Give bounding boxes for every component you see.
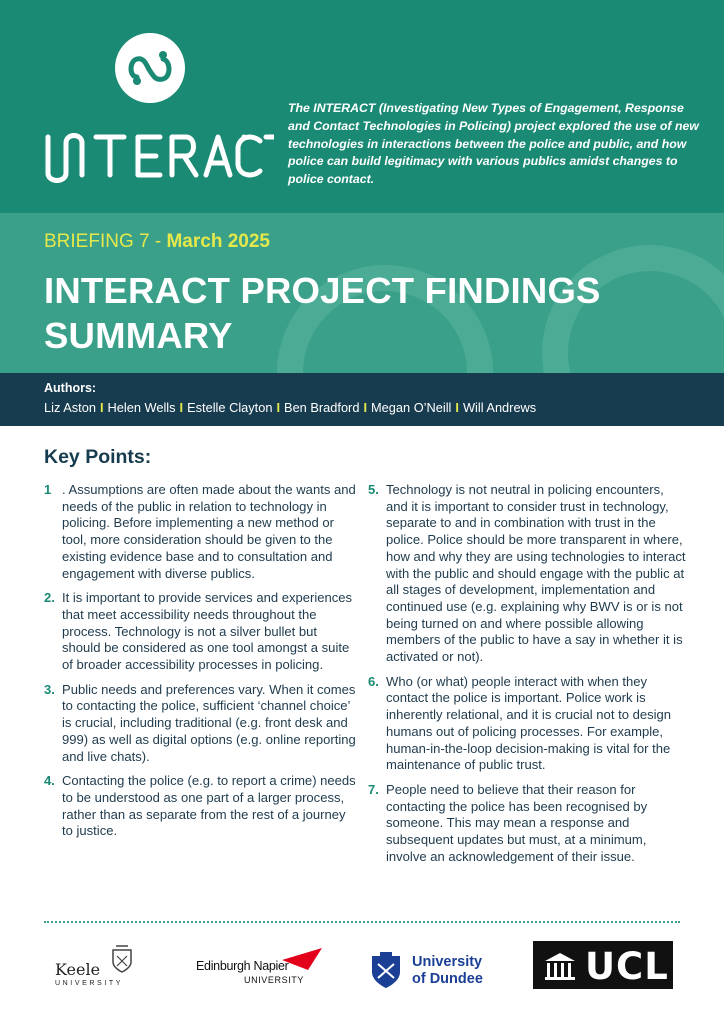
interact-loop-icon (115, 33, 185, 103)
author-separator: I (179, 400, 184, 415)
author-name: Ben Bradford (284, 400, 360, 415)
key-points-column-left (44, 482, 356, 848)
key-point (368, 482, 688, 666)
author-name: Helen Wells (107, 400, 176, 415)
napier-sub: UNIVERSITY (244, 975, 305, 985)
university-of-dundee-logo (370, 950, 490, 994)
key-point-number: 5. (368, 482, 379, 497)
authors-list (44, 400, 536, 415)
key-point-number: 3. (44, 681, 55, 697)
author-name: Estelle Clayton (187, 400, 273, 415)
project-intro: The INTERACT (Investigating New Types of Engagement, Response and Contact Technologies in Policing) project explored the use of new technologies in interactions between the police and public, and how police can build legitimacy with various publics amidst changes to police contact. (288, 101, 699, 187)
authors-heading: Authors: (44, 381, 97, 395)
briefing-number: BRIEFING 7 - (44, 231, 167, 252)
briefing-date: March 2025 (166, 231, 270, 252)
keele-name: Keele (55, 960, 101, 979)
key-point-text: Who (or what) people interact with when they contact the police is important. Police work is inherently relational, and it is crucial not to design humans out of policing processes. For example, human-in-the-loop decision-making is vital for the maintenance of public trust. (386, 673, 672, 773)
keele-crest-icon (111, 944, 133, 974)
page-title-line-2: SUMMARY (44, 315, 233, 356)
key-point-text: It is important to provide services and experiences that meet accessibility needs throughout the process. Technology is not a silver bullet but should be considered as one tool amongst a suite of broader accessibility processes in policing. (62, 590, 353, 673)
author-separator: I (363, 400, 368, 415)
page-title-line-1: INTERACT PROJECT FINDINGS (44, 270, 601, 311)
dundee-name-line-2: of Dundee (412, 971, 483, 987)
key-point (44, 773, 356, 840)
author-separator: I (276, 400, 281, 415)
author-name: Megan O’Neill (371, 400, 452, 415)
keele-sub: UNIVERSITY (55, 980, 124, 987)
key-point (368, 674, 688, 774)
title-band (0, 213, 724, 373)
key-point-number: 4. (44, 773, 55, 789)
author-separator: I (455, 400, 459, 415)
edinburgh-napier-logo (196, 948, 324, 990)
key-point-text: . Assumptions are often made about the wants and needs of the public in relation to technology in policing. Before implementing a new method or tool, more consideration should be given to the existing evidence base and to consultation and engagement with diverse publics. (62, 482, 356, 581)
key-point-text: Technology is not neutral in policing encounters, and it is important to consider trust in technology, separate to and in combination with trust in the police. Police should be more transparent in where, how and why they are using technologies to interact with the public and should engage with the public at all stages of development, implementation and continued use (e.g. explaining why BWV is or is not being turned on and where possible allowing members of the public to have a say in whether it is activated or not). (386, 482, 686, 665)
footer-divider (44, 921, 680, 923)
interact-wordmark (44, 125, 274, 185)
ucl-portico-icon (543, 951, 577, 981)
key-points-column-right (368, 482, 688, 873)
dundee-crest-icon (370, 952, 402, 990)
key-points-heading: Key Points: (44, 446, 152, 468)
keele-university-logo (55, 944, 137, 990)
ucl-logo (533, 941, 673, 989)
header (0, 0, 724, 213)
author-name: Liz Aston (44, 400, 96, 415)
napier-name: Edinburgh Napier (196, 959, 289, 973)
key-point-text: People need to believe that their reason for contacting the police has been recognised by someone. This may mean a response and subsequent updates but must, at a minimum, involve an acknowledgement of their issue. (386, 781, 648, 864)
key-point-number: 2. (44, 590, 55, 606)
key-point-number: 7. (368, 781, 379, 797)
key-point-number: 6. (368, 673, 379, 689)
key-point-number: 1 (44, 482, 52, 497)
authors-band (0, 373, 724, 426)
key-point (44, 482, 356, 582)
dundee-name-line-1: University (412, 954, 483, 970)
key-point (368, 782, 688, 866)
dundee-name (412, 954, 483, 988)
author-name: Will Andrews (462, 400, 537, 415)
page-title (44, 268, 684, 358)
ucl-name: UCL (585, 945, 669, 988)
briefing-label (44, 231, 270, 253)
key-point-text: Contacting the police (e.g. to report a crime) needs to be understood as one part of a larger process, rather than as separate from the rest of a journey to justice. (62, 773, 356, 839)
author-separator: I (99, 400, 104, 415)
key-point-text: Public needs and preferences vary. When it comes to contacting the police, sufficient ‘channel choice’ is crucial, including traditional (e.g. front desk and 999) as well as digital options (e.g. online reporting and live chats). (62, 681, 356, 764)
key-point (44, 590, 356, 674)
key-point (44, 682, 356, 766)
